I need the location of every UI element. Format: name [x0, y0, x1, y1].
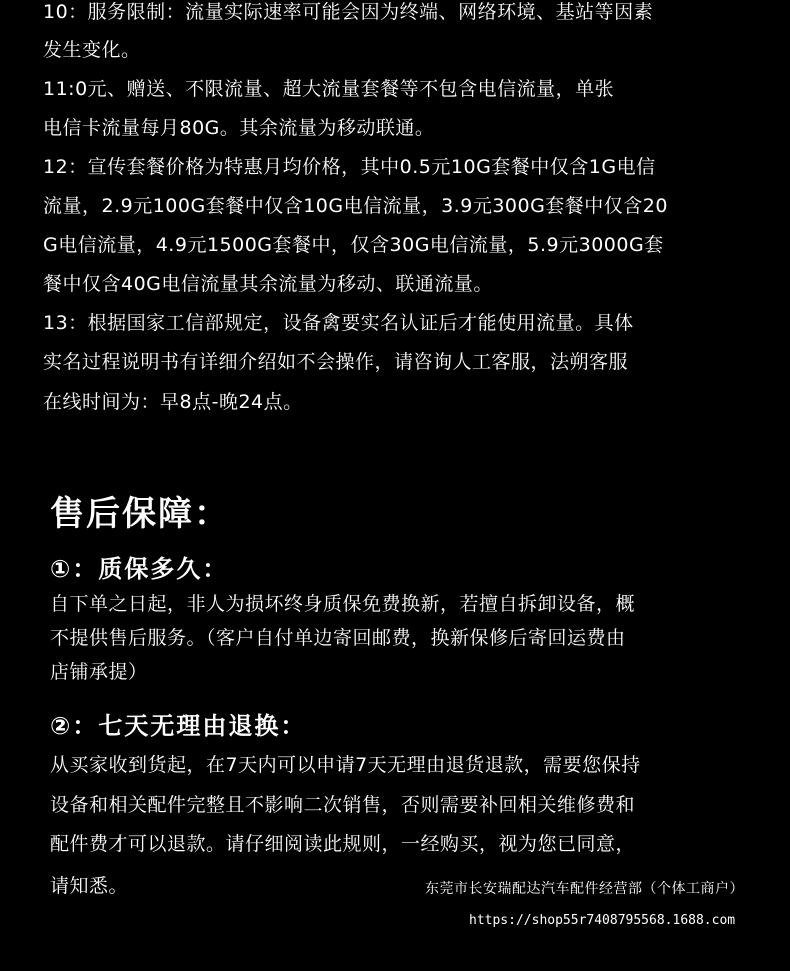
- note-line: 13：根据国家工信部规定，设备禽要实名认证后才能使用流量。具体: [43, 312, 634, 334]
- note-line: 12：宣传套餐价格为特惠月均价格，其中0.5元10G套餐中仅含1G电信: [43, 156, 656, 178]
- note-line: G电信流量，4.9元1500G套餐中，仅含30G电信流量，5.9元3000G套: [43, 234, 664, 256]
- returns-line: 配件费才可以退款。请仔细阅读此规则，一经购买，视为您已同意，: [50, 833, 636, 855]
- note-line: 实名过程说明书有详细介绍如不会操作，请咨询人工客服，法朔客服: [43, 351, 629, 373]
- returns-line: 从买家收到货起，在7天内可以申请7天无理由退货退款，需要您保持: [50, 754, 641, 776]
- shop-url-link[interactable]: https://shop55r7408795568.1688.com: [469, 913, 736, 928]
- note-line: 餐中仅含40G电信流量其余流量为移动、联通流量。: [43, 273, 493, 295]
- returns-title: ②：七天无理由退换：: [50, 712, 307, 740]
- note-line: 流量，2.9元100G套餐中仅含10G电信流量，3.9元300G套餐中仅含20: [43, 195, 668, 217]
- warranty-line: 不提供售后服务。（客户自付单边寄回邮费，换新保修后寄回运费由: [50, 627, 626, 649]
- note-line: 电信卡流量每月80G。其余流量为移动联通。: [43, 117, 435, 139]
- note-line: 10：服务限制：流量实际速率可能会因为终端、网络环境、基站等因素: [43, 1, 654, 23]
- note-line: 发生变化。: [43, 39, 141, 61]
- returns-line: 请知悉。: [50, 875, 129, 897]
- note-line: 11:0元、赠送、不限流量、超大流量套餐等不包含电信流量，单张: [43, 78, 615, 100]
- note-line: 在线时间为：早8点-晚24点。: [43, 391, 303, 413]
- after-sales-title: 售后保障：: [50, 494, 230, 534]
- warranty-title: ①：质保多久：: [50, 555, 229, 583]
- warranty-line: 店铺承提）: [50, 661, 148, 683]
- warranty-line: 自下单之日起，非人为损坏终身质保免费换新，若擅自拆卸设备，概: [50, 593, 636, 615]
- company-name: 东莞市长安瑞配达汽车配件经营部（个体工商户）: [425, 881, 744, 897]
- returns-line: 设备和相关配件完整且不影响二次销售，否则需要补回相关维修费和: [50, 794, 636, 816]
